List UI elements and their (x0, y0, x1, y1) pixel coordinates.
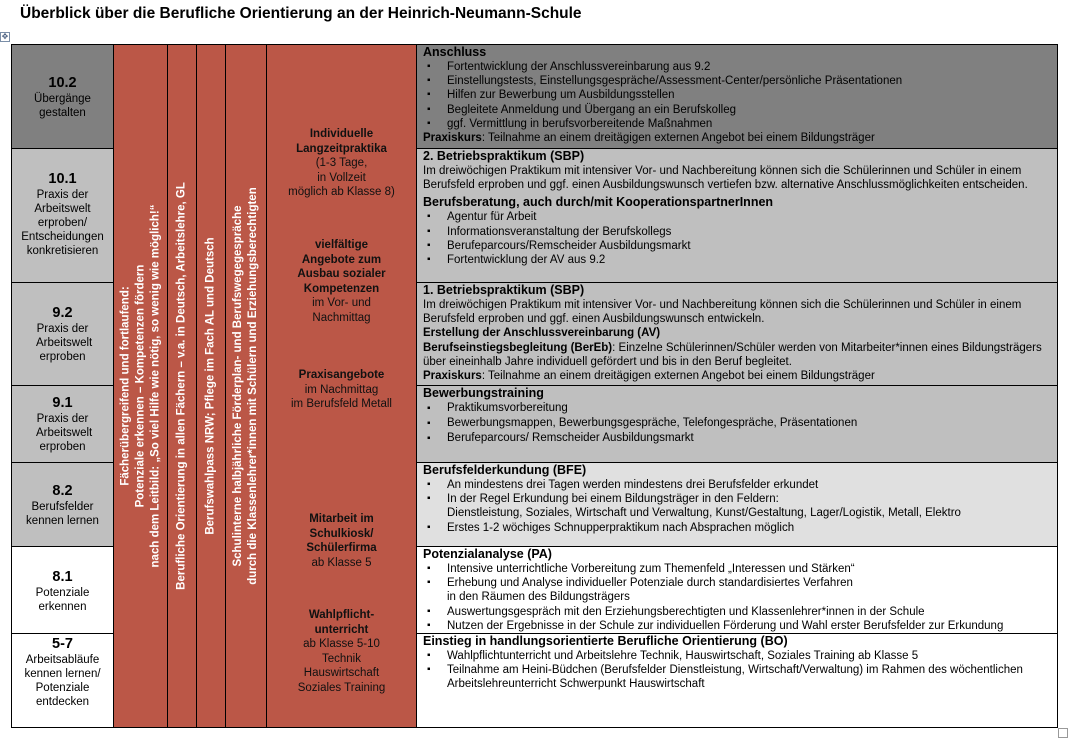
bullet-list (423, 210, 1053, 267)
list-item: ▪ Praktikumsvorbereitung (423, 401, 1053, 416)
list-item: ▪ Berufeparcours/Remscheider Ausbildungsmarkt (423, 239, 1053, 253)
stage-number: 10.1 (48, 171, 77, 187)
list-item: ▪ An mindestens drei Tagen werden mindestens drei Berufsfelder erkundet (423, 478, 1053, 492)
list-item: ▪ Hilfen zur Bewerbung um Ausbildungsstellen (423, 88, 1053, 102)
content-8-1 (416, 546, 1058, 634)
list-item: ▪ Einstellungstests, Einstellungsgespräche/Assessment-Center/persönliche Präsentationen (423, 74, 1053, 88)
stage-number: 8.2 (52, 483, 73, 499)
offers-column (266, 44, 417, 728)
list-item: ▪ Auswertungsgespräch mit den Erziehungsberechtigten und Klassenlehrer*innen in der Schule (423, 605, 1053, 619)
content-9-2 (416, 282, 1058, 386)
content-9-1 (416, 385, 1058, 463)
stage-label: Übergänge gestalten (34, 93, 91, 119)
stage-label: Praxis der Arbeitswelt erproben (36, 323, 93, 363)
list-item: ▪ Erstes 1-2 wöchiges Schnupperpraktikum nach Absprachen möglich (423, 521, 1053, 535)
stage-number: 8.1 (52, 569, 73, 585)
vertical-text-line: durch die Klassenlehrer*innen mit Schülern und Erziehungsberechtigten (247, 187, 259, 585)
list-item: ▪ Wahlpflichtunterricht und Arbeitslehre Technik, Hauswirtschaft, Soziales Training ab Klasse 5 (423, 649, 1053, 663)
vertical-text-line: Schulinterne halbjährliche Förderplan- und Berufswegegespräche (232, 205, 244, 567)
section-heading: 1. Betriebspraktikum (SBP) (423, 283, 585, 297)
stage-10-1 (11, 148, 114, 283)
offer-schulkiosk: Mitarbeit im Schulkiosk/ Schülerfirma ab Klasse 5 (306, 513, 377, 569)
offer-soziale-kompetenzen: vielfältige Angebote zum Ausbau sozialer Kompetenzen im Vor- und Nachmittag (297, 239, 386, 324)
list-item: ▪ Erhebung und Analyse individueller Potenziale durch standardisiertes Verfahren (423, 576, 1053, 590)
stage-label: Praxis der Arbeitswelt erproben (36, 413, 93, 453)
stage-8-1 (11, 546, 114, 634)
table-resize-handle[interactable] (1058, 728, 1068, 738)
list-item: ▪ ggf. Vermittlung in berufsvorbereitende Maßnahmen (423, 117, 1053, 131)
offer-praxisangebote: Praxisangebote im Nachmittag im Berufsfeld Metall (291, 369, 392, 410)
list-item: ▪ Informationsveranstaltung der Berufskollegs (423, 225, 1053, 239)
list-item: ▪ Nutzen der Ergebnisse in der Schule zur individuellen Förderung und Wahl erster Berufsfelder zur Erkundung (423, 619, 1053, 633)
list-item: ▪ Bewerbungsmappen, Bewerbungsgespräche, Telefongespräche, Präsentationen (423, 416, 1053, 431)
praxiskurs-line: Praxiskurs: Teilnahme an einem dreitägigen externen Angebot bei einem Bildungsträger (423, 370, 875, 383)
bullet-list (423, 521, 1053, 535)
stage-10-2 (11, 44, 114, 149)
content-10-1 (416, 148, 1058, 283)
paragraph: Im dreiwöchigen Praktikum mit intensiver Vor- und Nachbereitung können sich die Schülerinnen und Schüler in einem Berufsfeld erproben und ggf. einen Ausbildungswunsch vertiefen bzw. alternative Anschlussmöglichkeiten entscheiden. (423, 165, 1028, 192)
list-item: ▪ Intensive unterrichtliche Vorbereitung zum Themenfeld „Interessen und Stärken“ (423, 562, 1053, 576)
stage-label: Potenziale erkennen (35, 587, 90, 613)
content-5-7 (416, 633, 1058, 728)
page-title: Überblick über die Berufliche Orientierung an der Heinrich-Neumann-Schule (20, 5, 582, 22)
bullet-list (423, 478, 1053, 506)
vertical-column-cross-subject (113, 44, 168, 728)
section-heading: Bewerbungstraining (423, 386, 544, 400)
list-item: ▪ Fortentwicklung der Anschlussvereinbarung aus 9.2 (423, 60, 1053, 74)
vertical-text-line: nach dem Leitbild: „So viel Hilfe wie nötig, so wenig wie möglich!“ (149, 204, 161, 568)
stage-9-2 (11, 282, 114, 386)
stage-number: 10.2 (48, 75, 77, 91)
list-item-continuation: Dienstleistung, Soziales, Wirtschaft und Verwaltung, Kunst/Gestaltung, Lager/Logistik, Metall, Elektro (447, 507, 961, 520)
vertical-column-foerderplan (225, 44, 267, 728)
bullet-list (423, 605, 1053, 633)
vertical-column-all-subjects (167, 44, 197, 728)
section-heading: Anschluss (423, 45, 487, 59)
vertical-text-line: Berufliche Orientierung in allen Fächern – v.a. in Deutsch, Arbeitslehre, GL (175, 182, 188, 590)
stage-number: 5-7 (52, 636, 73, 652)
section-heading: Berufsberatung, auch durch/mit KooperationspartnerInnen (423, 195, 774, 210)
table-move-handle-icon[interactable]: ✥ (1, 32, 9, 41)
list-item-continuation: in den Räumen des Bildungsträgers (447, 591, 630, 604)
praxiskurs-line: Praxiskurs: Teilnahme an einem dreitägigen externen Angebot bei einem Bildungsträger (423, 132, 875, 145)
list-item: ▪ Begleitete Anmeldung und Übergang an ein Berufskolleg (423, 103, 1053, 117)
stage-5-7 (11, 633, 114, 728)
paragraph: Im dreiwöchigen Praktikum mit intensiver Vor- und Nachbereitung können sich die Schülerinnen und Schüler in einem Berufsfeld erproben und ggf. einen Ausbildungswunsch entwickeln. (423, 299, 1022, 326)
stage-label: Arbeitsabläufe kennen lernen/ Potenziale entdecken (24, 654, 101, 708)
bereb-line: Berufseinstiegsbegleitung (BerEb): Einzelne Schülerinnen/Schüler werden von Mitarbeiter*innen eines Bildungsträgers über eineinhalb Jahre individuell gefördert und bis in den Beruf begleitet. (423, 341, 1042, 368)
vertical-text-line: Potenziale erkennen – Kompetenzen fördern (134, 264, 146, 508)
stage-9-1 (11, 385, 114, 463)
list-item: ▪ Fortentwicklung der AV aus 9.2 (423, 253, 1053, 267)
bullet-list (423, 60, 1053, 131)
bullet-list (423, 649, 1053, 692)
list-item: ▪ In der Regel Erkundung bei einem Bildungsträger in den Feldern: (423, 492, 1053, 506)
list-item: ▪ Berufeparcours/ Remscheider Ausbildungsmarkt (423, 431, 1053, 446)
content-10-2 (416, 44, 1058, 149)
subheading: Erstellung der Anschlussvereinbarung (AV) (423, 327, 661, 340)
vertical-column-berufswahlpass (196, 44, 226, 728)
bullet-list (423, 401, 1053, 446)
section-heading: Einstieg in handlungsorientierte Berufliche Orientierung (BO) (423, 634, 788, 648)
stage-label: Berufsfelder kennen lernen (26, 501, 99, 527)
section-heading: 2. Betriebspraktikum (SBP) (423, 149, 585, 163)
stage-8-2 (11, 462, 114, 547)
content-8-2 (416, 462, 1058, 547)
offer-langzeitpraktika: Individuelle Langzeitpraktika (1-3 Tage, in Vollzeit möglich ab Klasse 8) (288, 128, 395, 198)
list-item: ▪ Agentur für Arbeit (423, 210, 1053, 224)
section-heading: Potenzialanalyse (PA) (423, 547, 552, 561)
offer-wahlpflichtunterricht: Wahlpflicht-unterricht ab Klasse 5-10 Technik Hauswirtschaft Soziales Training (297, 609, 386, 694)
section-heading: Berufsfelderkundung (BFE) (423, 463, 587, 477)
stage-label: Praxis der Arbeitswelt erproben/ Entscheidungen konkretisieren (21, 189, 104, 257)
list-item: ▪ Teilnahme am Heini-Büdchen (Berufsfelder Dienstleistung, Wirtschaft/Verwaltung) im Rahmen des wöchentlichen Arbeitslehreunterricht Schwerpunkt Hauswirtschaft (423, 663, 1053, 691)
bullet-list (423, 562, 1053, 590)
vertical-text-line: Berufswahlpass NRW; Pflege im Fach AL und Deutsch (204, 237, 217, 535)
stage-number: 9.2 (52, 305, 73, 321)
stage-number: 9.1 (52, 395, 73, 411)
vertical-text-line: Fächerübergreifend und fortlaufend: (119, 286, 131, 486)
